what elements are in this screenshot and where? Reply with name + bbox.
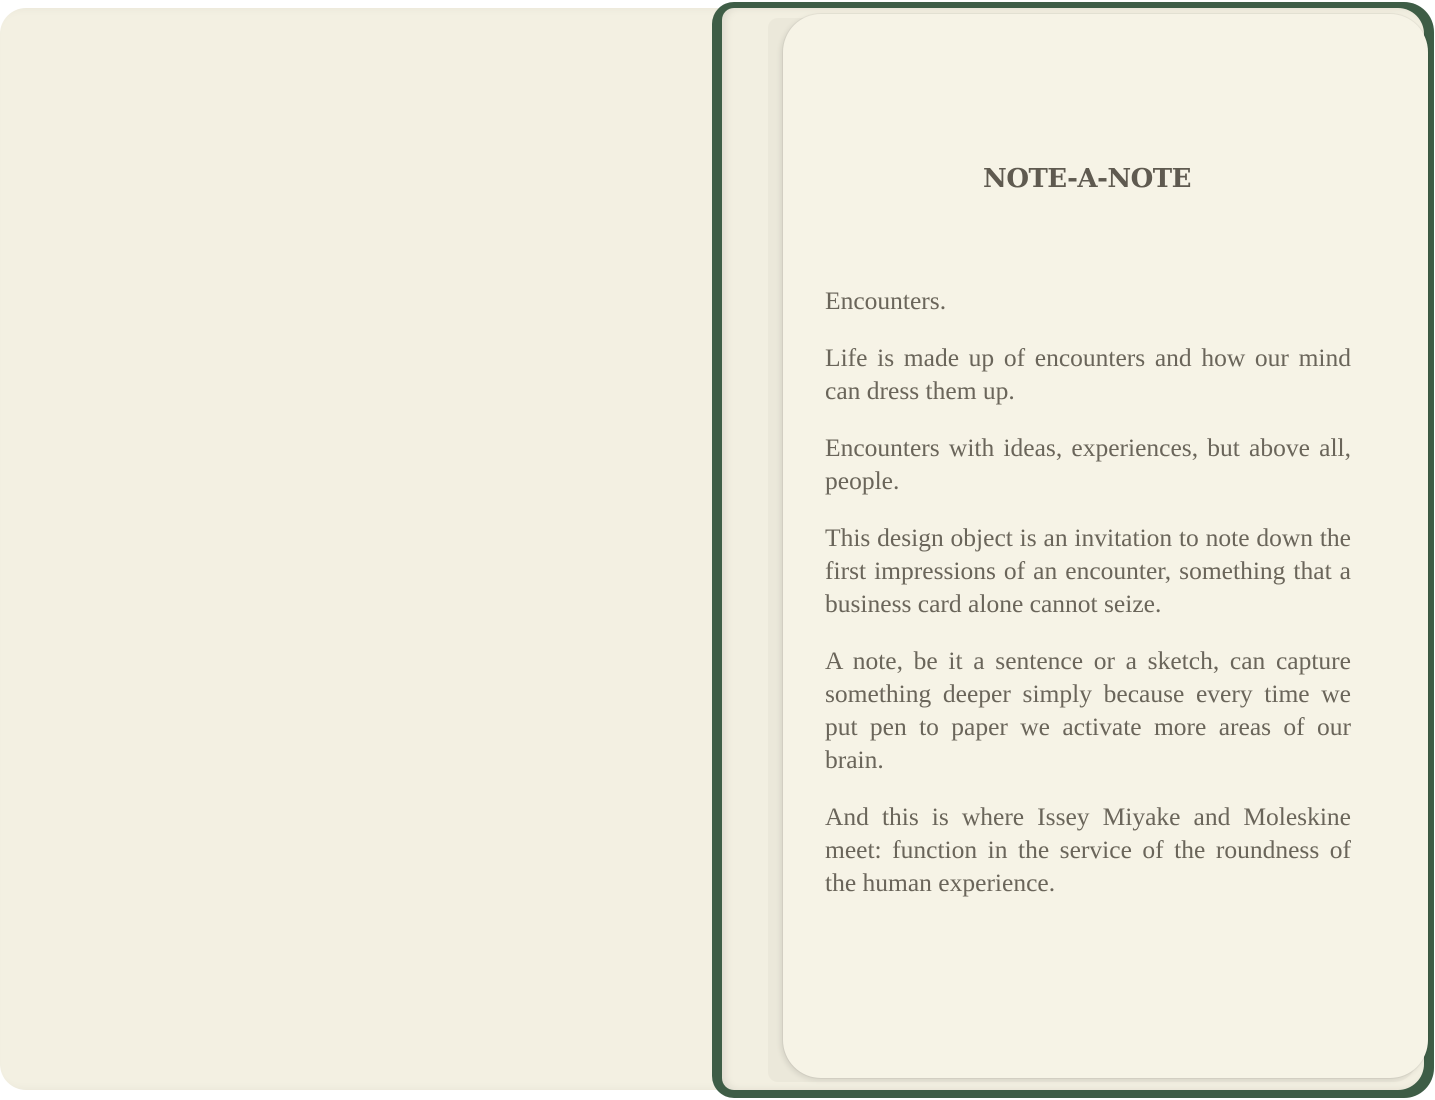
- card-paragraph: A note, be it a sentence or a sketch, can capture something deeper simply because every time we put pen to paper we activate more areas of our brain.: [825, 646, 1351, 774]
- card-paragraph: And this is where Issey Miyake and Moleskine meet: function in the service of the roundness of the human experience.: [825, 802, 1351, 897]
- card-paragraph: Encounters.: [825, 286, 947, 315]
- note-card[interactable]: [783, 14, 1428, 1078]
- card-paragraph: Encounters with ideas, experiences, but above all, people.: [825, 433, 1351, 495]
- card-title: NOTE-A-NOTE: [983, 164, 1191, 194]
- left-blank-page: [0, 8, 738, 1090]
- card-body: [825, 284, 1351, 923]
- card-paragraph: This design object is an invitation to note down the first impressions of an encounter, something that a business card alone cannot seize.: [825, 523, 1351, 618]
- card-paragraph: Life is made up of encounters and how our mind can dress them up.: [825, 343, 1351, 405]
